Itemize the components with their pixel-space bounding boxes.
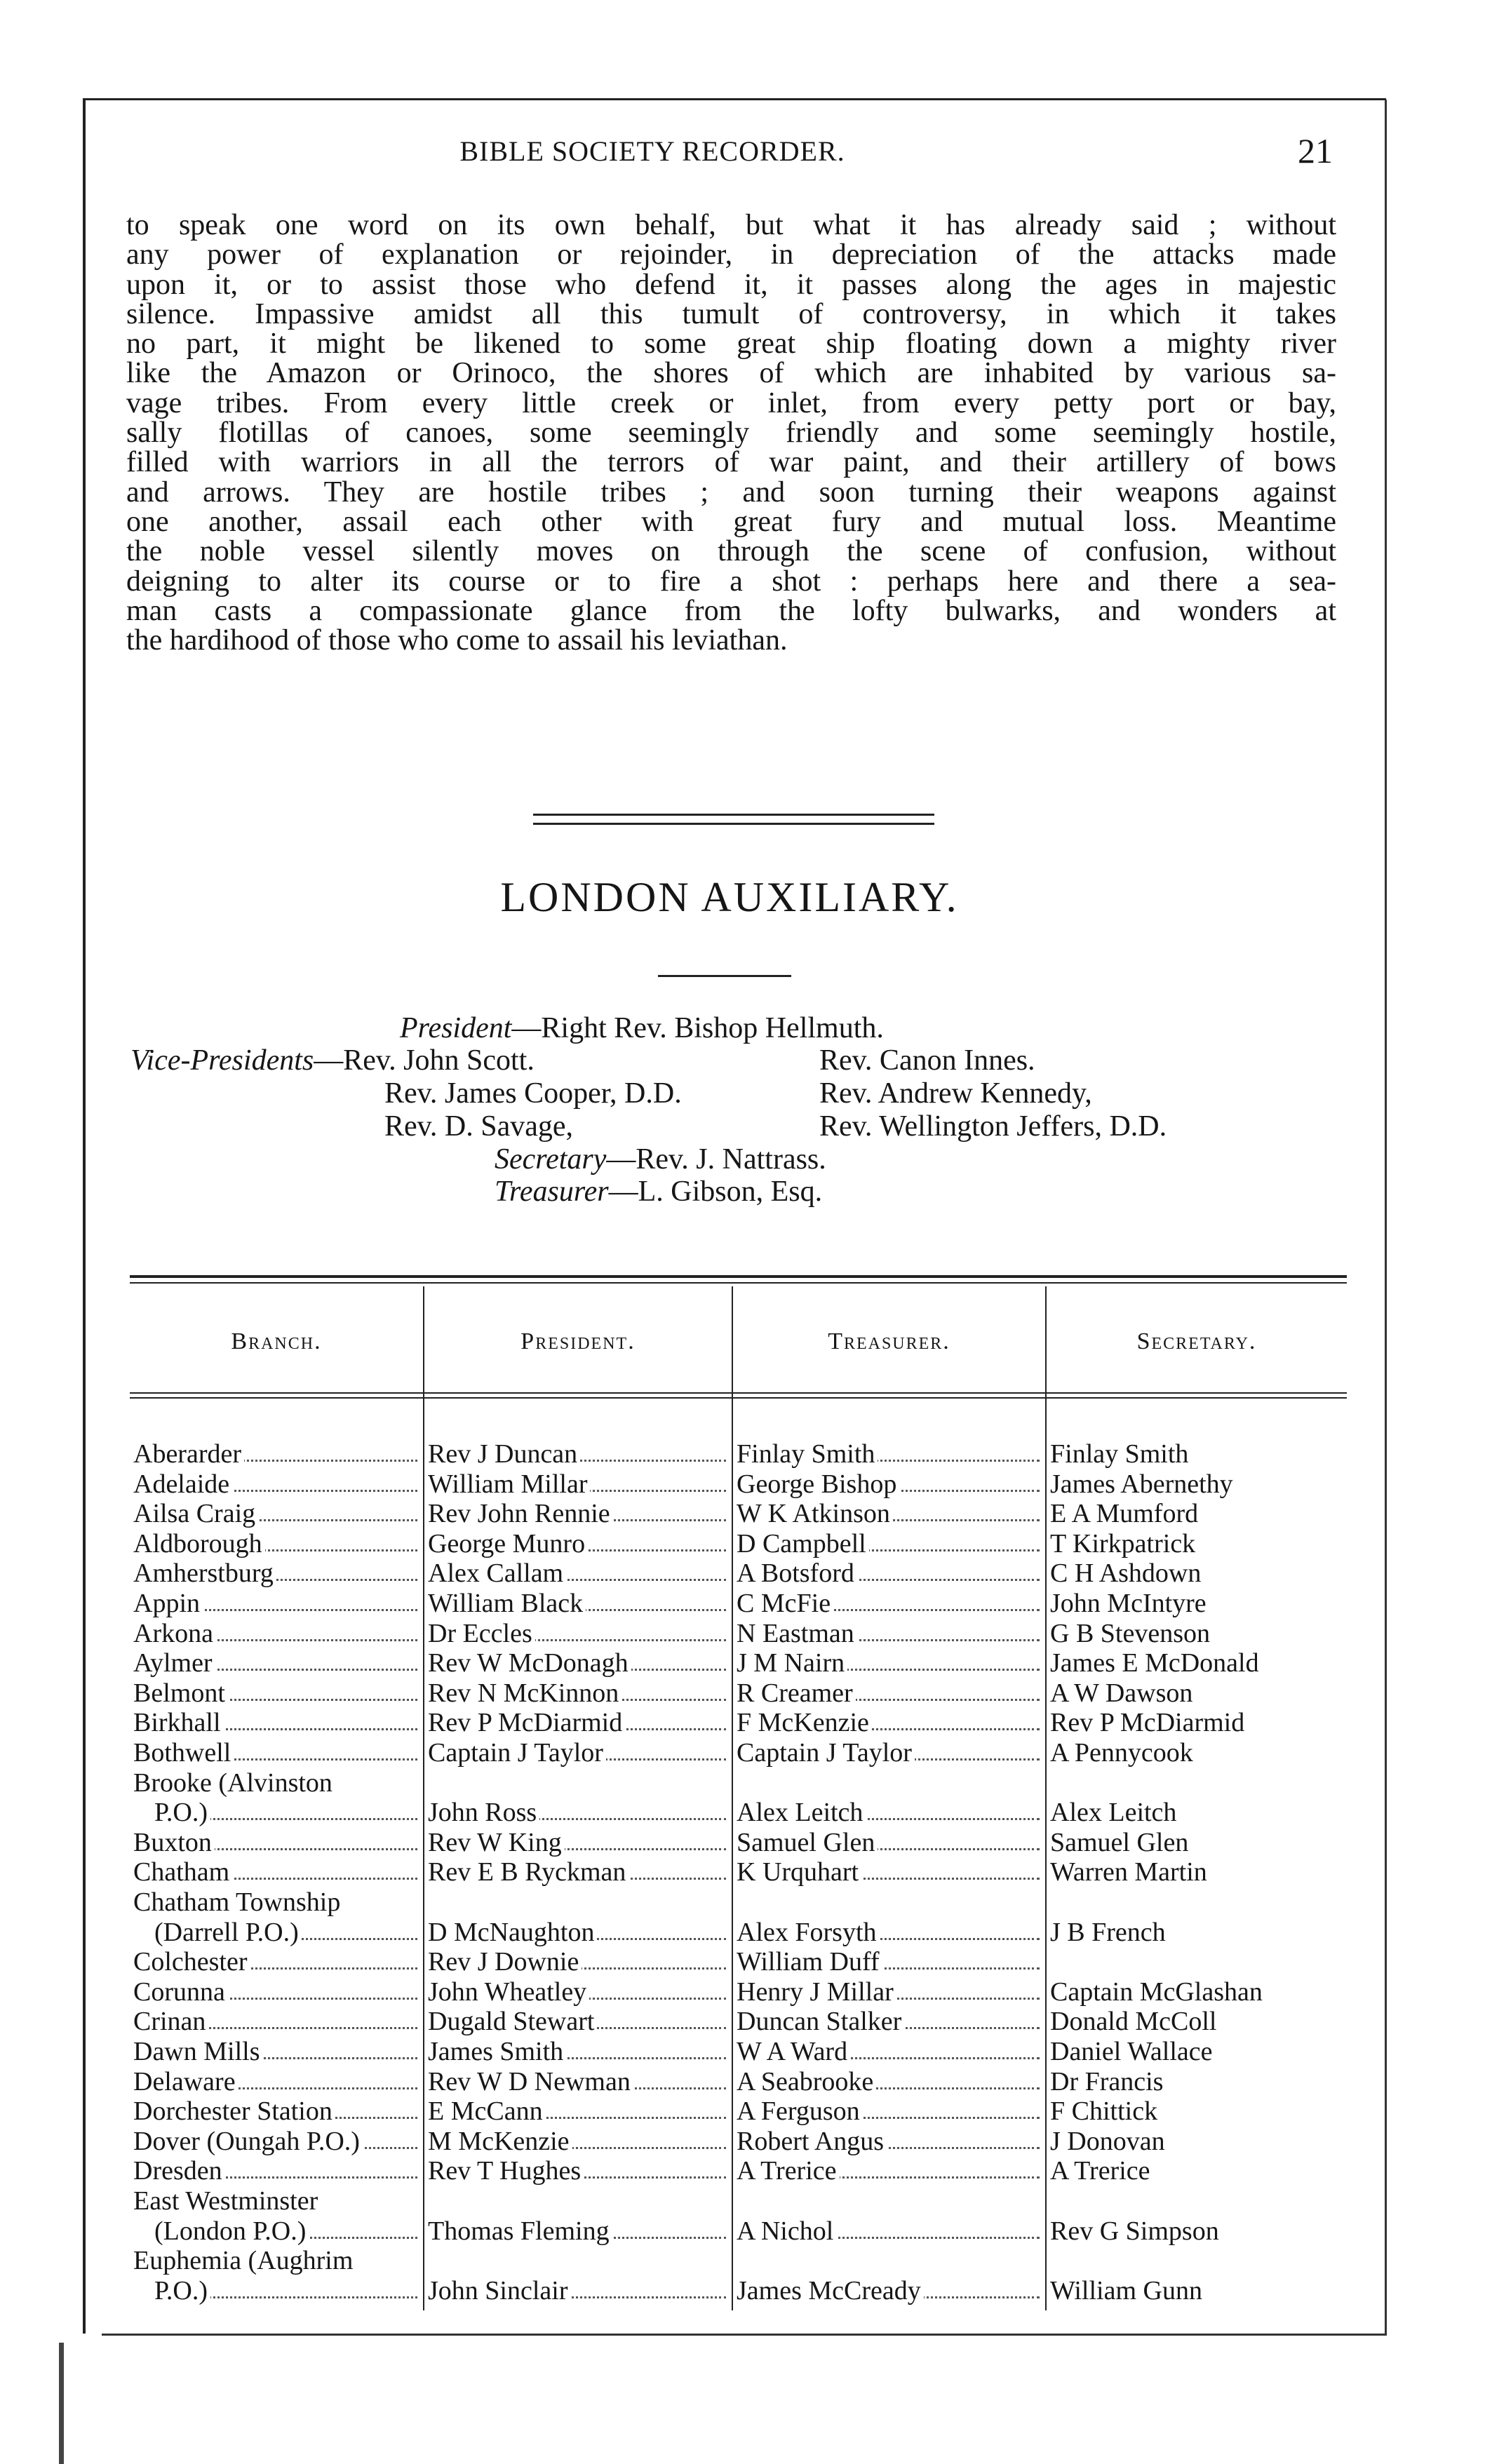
table-cell-branch: P.O.) xyxy=(154,2276,417,2305)
vice-president-name: Rev. D. Savage, xyxy=(384,1110,574,1143)
section-title: LONDON AUXILIARY. xyxy=(500,874,959,920)
table-cell-branch: Delaware xyxy=(133,2067,417,2096)
table-cell-branch: Arkona xyxy=(133,1619,417,1648)
table-cell-president: Rev W McDonagh xyxy=(428,1648,726,1678)
table-cell-president: Rev J Duncan xyxy=(428,1439,726,1469)
table-cell-president: Captain J Taylor xyxy=(428,1738,726,1768)
table-top-rule xyxy=(130,1275,1347,1278)
page-frame-bottom xyxy=(102,2334,1387,2336)
table-cell-branch: Bothwell xyxy=(133,1738,417,1768)
table-column-rule xyxy=(1045,1286,1047,2310)
table-cell-secretary: Finlay Smith xyxy=(1050,1439,1345,1469)
table-cell-branch: Euphemia (Aughrim xyxy=(133,2246,417,2275)
table-cell-treasurer: Finlay Smith xyxy=(737,1439,1040,1469)
table-cell-president: Rev E B Ryckman xyxy=(428,1857,726,1887)
table-cell-branch: Chatham xyxy=(133,1857,417,1887)
table-cell-secretary: Captain McGlashan xyxy=(1050,1977,1345,2007)
table-cell-branch: Ailsa Craig xyxy=(133,1499,417,1528)
table-cell-treasurer: C McFie xyxy=(737,1589,1040,1618)
table-cell-branch: Dawn Mills xyxy=(133,2037,417,2066)
page-number: 21 xyxy=(1298,131,1333,170)
running-head xyxy=(126,132,1333,174)
body-line: the hardihood of those who come to assail his leviathan. xyxy=(126,624,788,657)
table-header-rule xyxy=(130,1392,1347,1394)
column-header-treasurer: Treasurer. xyxy=(828,1328,950,1354)
section-divider-rule xyxy=(533,823,934,825)
binding-edge xyxy=(59,2343,64,2464)
body-line: to speak one word on its own behalf, but what it has already said ; without xyxy=(126,209,1336,241)
running-title: BIBLE SOCIETY RECORDER. xyxy=(459,135,845,167)
table-cell-branch: Corunna xyxy=(133,1977,417,2007)
president-label: President xyxy=(400,1012,512,1044)
column-header-secretary: Secretary. xyxy=(1136,1328,1257,1354)
treasurer-label: Treasurer xyxy=(495,1176,609,1208)
table-cell-president: Rev John Rennie xyxy=(428,1499,726,1528)
table-cell-treasurer: N Eastman xyxy=(737,1619,1040,1648)
officer-treasurer: Treasurer—L. Gibson, Esq. xyxy=(495,1176,823,1208)
body-line: upon it, or to assist those who defend it, it passes along the ages in majestic xyxy=(126,268,1336,301)
table-cell-secretary: A W Dawson xyxy=(1050,1678,1345,1708)
body-line: silence. Impassive amidst all this tumult of controversy, in which it takes xyxy=(126,297,1336,330)
table-cell-treasurer: Samuel Glen xyxy=(737,1828,1040,1857)
page-frame-top xyxy=(83,98,1386,100)
table-cell-treasurer: A Ferguson xyxy=(737,2096,1040,2126)
table-cell-treasurer: James McCready xyxy=(737,2276,1040,2305)
secretary-label: Secretary xyxy=(495,1143,607,1176)
table-cell-treasurer: D Campbell xyxy=(737,1529,1040,1558)
table-cell-president: John Ross xyxy=(428,1798,726,1827)
table-cell-secretary: William Gunn xyxy=(1050,2276,1345,2305)
body-line: one another, assail each other with great fury and mutual loss. Meantime xyxy=(126,505,1336,538)
table-cell-secretary: Dr Francis xyxy=(1050,2067,1345,2096)
table-cell-treasurer: Alex Leitch xyxy=(737,1798,1040,1827)
table-cell-treasurer: A Trerice xyxy=(737,2156,1040,2186)
table-cell-president: John Sinclair xyxy=(428,2276,726,2305)
table-cell-branch: East Westminster xyxy=(133,2186,417,2216)
table-cell-president: Rev P McDiarmid xyxy=(428,1708,726,1737)
table-cell-president: Rev W D Newman xyxy=(428,2067,726,2096)
table-cell-secretary: F Chittick xyxy=(1050,2096,1345,2126)
table-column-rule xyxy=(423,1286,424,2310)
table-cell-president: George Munro xyxy=(428,1529,726,1558)
table-header-rule xyxy=(130,1397,1347,1399)
vice-president-name: Rev. Canon Innes. xyxy=(819,1044,1035,1077)
column-header-president: President. xyxy=(520,1328,636,1354)
table-cell-secretary: Rev P McDiarmid xyxy=(1050,1708,1345,1737)
table-cell-treasurer: R Creamer xyxy=(737,1678,1040,1708)
title-underline-rule xyxy=(658,975,791,977)
table-cell-treasurer: A Botsford xyxy=(737,1558,1040,1588)
body-line: like the Amazon or Orinoco, the shores of which are inhabited by various sa- xyxy=(126,357,1336,390)
table-cell-branch: Aldborough xyxy=(133,1529,417,1558)
table-cell-treasurer: Captain J Taylor xyxy=(737,1738,1040,1768)
table-cell-branch: P.O.) xyxy=(154,1798,417,1827)
table-cell-secretary xyxy=(1050,1947,1345,1977)
table-cell-president: William Black xyxy=(428,1589,726,1618)
table-cell-president: James Smith xyxy=(428,2037,726,2066)
table-cell-treasurer: A Nichol xyxy=(737,2216,1040,2246)
vice-president-name: Rev. Andrew Kennedy, xyxy=(819,1077,1092,1110)
table-cell-branch: Adelaide xyxy=(133,1469,417,1499)
table-cell-secretary: C H Ashdown xyxy=(1050,1558,1345,1588)
secretary-name: Rev. J. Nattrass. xyxy=(636,1143,826,1176)
table-cell-branch: Dover (Oungah P.O.) xyxy=(133,2127,417,2156)
table-cell-treasurer: W K Atkinson xyxy=(737,1499,1040,1528)
vice-president-name: Rev. Wellington Jeffers, D.D. xyxy=(819,1110,1167,1143)
table-cell-secretary: Samuel Glen xyxy=(1050,1828,1345,1857)
table-cell-branch: Crinan xyxy=(133,2007,417,2036)
body-line: sally flotillas of canoes, some seemingly friendly and some seemingly hostile, xyxy=(126,417,1336,450)
treasurer-name: L. Gibson, Esq. xyxy=(638,1176,823,1208)
table-cell-secretary: Alex Leitch xyxy=(1050,1798,1345,1827)
table-cell-branch: Colchester xyxy=(133,1947,417,1977)
table-top-rule xyxy=(130,1282,1347,1284)
table-cell-president: John Wheatley xyxy=(428,1977,726,2007)
body-line: any power of explanation or rejoinder, in depreciation of the attacks made xyxy=(126,238,1336,271)
table-cell-president: Alex Callam xyxy=(428,1558,726,1588)
table-cell-president: D McNaughton xyxy=(428,1918,726,1947)
section-divider-rule xyxy=(533,814,934,816)
body-line: vage tribes. From every little creek or inlet, from every petty port or bay, xyxy=(126,386,1336,419)
body-line: no part, it might be likened to some great ship floating down a mighty river xyxy=(126,328,1336,361)
table-cell-branch: Appin xyxy=(133,1589,417,1618)
table-cell-secretary: E A Mumford xyxy=(1050,1499,1345,1528)
officer-secretary: Secretary—Rev. J. Nattrass. xyxy=(495,1143,826,1176)
table-cell-treasurer: W A Ward xyxy=(737,2037,1040,2066)
officer-president: President—Right Rev. Bishop Hellmuth. xyxy=(400,1012,884,1044)
table-cell-branch: (London P.O.) xyxy=(154,2216,417,2246)
body-line: man casts a compassionate glance from the lofty bulwarks, and wonders at xyxy=(126,594,1336,627)
table-cell-secretary: Daniel Wallace xyxy=(1050,2037,1345,2066)
table-cell-branch: Brooke (Alvinston xyxy=(133,1768,417,1798)
table-cell-secretary: J B French xyxy=(1050,1918,1345,1947)
table-cell-branch: Amherstburg xyxy=(133,1558,417,1588)
officer-vice-presidents: Vice-Presidents—Rev. John Scott. xyxy=(130,1044,535,1077)
vice-president-name: Rev. John Scott. xyxy=(343,1044,535,1077)
page-frame-left xyxy=(83,100,86,2334)
table-cell-secretary: James E McDonald xyxy=(1050,1648,1345,1678)
table-cell-president: William Millar xyxy=(428,1469,726,1499)
table-cell-branch: Aylmer xyxy=(133,1648,417,1678)
table-cell-treasurer: F McKenzie xyxy=(737,1708,1040,1737)
table-cell-president: Rev W King xyxy=(428,1828,726,1857)
table-cell-treasurer: A Seabrooke xyxy=(737,2067,1040,2096)
table-cell-branch: (Darrell P.O.) xyxy=(154,1918,417,1947)
vice-presidents-label: Vice-Presidents xyxy=(130,1044,314,1077)
table-cell-president: E McCann xyxy=(428,2096,726,2126)
column-header-branch: Branch. xyxy=(231,1328,322,1354)
page-frame-right xyxy=(1385,100,1387,2334)
table-cell-secretary: John McIntyre xyxy=(1050,1589,1345,1618)
vice-president-name: Rev. James Cooper, D.D. xyxy=(384,1077,682,1110)
table-cell-treasurer: William Duff xyxy=(737,1947,1040,1977)
table-cell-president: Rev T Hughes xyxy=(428,2156,726,2186)
table-cell-treasurer: George Bishop xyxy=(737,1469,1040,1499)
table-cell-branch: Dresden xyxy=(133,2156,417,2186)
president-name: Right Rev. Bishop Hellmuth. xyxy=(541,1012,884,1044)
table-cell-treasurer: Alex Forsyth xyxy=(737,1918,1040,1947)
body-line: and arrows. They are hostile tribes ; and soon turning their weapons against xyxy=(126,476,1336,509)
table-cell-president: Rev J Downie xyxy=(428,1947,726,1977)
table-cell-secretary: T Kirkpatrick xyxy=(1050,1529,1345,1558)
table-cell-secretary: Rev G Simpson xyxy=(1050,2216,1345,2246)
table-cell-secretary: G B Stevenson xyxy=(1050,1619,1345,1648)
table-cell-treasurer: Duncan Stalker xyxy=(737,2007,1040,2036)
table-cell-president: Dugald Stewart xyxy=(428,2007,726,2036)
table-column-rule xyxy=(732,1286,733,2310)
table-cell-branch: Aberarder xyxy=(133,1439,417,1469)
body-line: filled with warriors in all the terrors of war paint, and their artillery of bows xyxy=(126,446,1336,479)
table-cell-secretary: Warren Martin xyxy=(1050,1857,1345,1887)
table-cell-branch: Dorchester Station xyxy=(133,2096,417,2126)
table-cell-secretary: A Pennycook xyxy=(1050,1738,1345,1768)
table-cell-president: Rev N McKinnon xyxy=(428,1678,726,1708)
table-cell-president: Thomas Fleming xyxy=(428,2216,726,2246)
table-cell-branch: Birkhall xyxy=(133,1708,417,1737)
table-cell-secretary: Donald McColl xyxy=(1050,2007,1345,2036)
table-cell-treasurer: Robert Angus xyxy=(737,2127,1040,2156)
body-paragraph xyxy=(126,210,1336,655)
table-cell-branch: Buxton xyxy=(133,1828,417,1857)
table-cell-secretary: A Trerice xyxy=(1050,2156,1345,2186)
body-line: the noble vessel silently moves on through the scene of confusion, without xyxy=(126,535,1336,568)
table-cell-president: M McKenzie xyxy=(428,2127,726,2156)
table-cell-secretary: James Abernethy xyxy=(1050,1469,1345,1499)
table-cell-treasurer: Henry J Millar xyxy=(737,1977,1040,2007)
table-cell-branch: Chatham Township xyxy=(133,1887,417,1917)
table-cell-treasurer: J M Nairn xyxy=(737,1648,1040,1678)
table-cell-treasurer: K Urquhart xyxy=(737,1857,1040,1887)
table-cell-branch: Belmont xyxy=(133,1678,417,1708)
body-line: deigning to alter its course or to fire a shot : perhaps here and there a sea- xyxy=(126,565,1336,598)
table-cell-secretary: J Donovan xyxy=(1050,2127,1345,2156)
table-cell-president: Dr Eccles xyxy=(428,1619,726,1648)
